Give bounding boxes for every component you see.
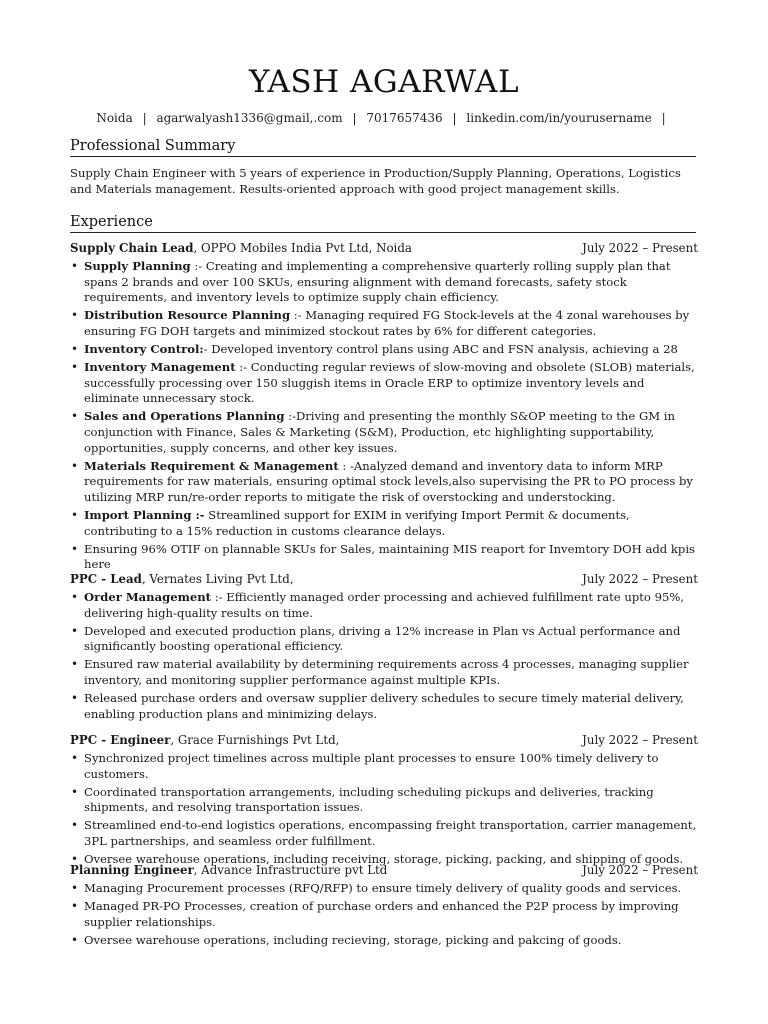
bullet-item (70, 751, 698, 782)
bullet-text: :- Conducting regular reviews of slow-moving and obsolete (SLOB) materials, successfully processing over 150 sluggish items in Oracle ERP to optimize inventory levels and eliminate unnecessary stock. (84, 360, 695, 406)
separator: | (661, 111, 666, 125)
candidate-name: YASH AGARWAL (248, 64, 520, 100)
bullet-label: Sales and Operations Planning (84, 409, 285, 424)
bullet-label: Import Planning :- (84, 507, 205, 522)
job-header (70, 732, 698, 748)
linkedin-link[interactable]: linkedin.com/in/yourusername (466, 111, 652, 125)
job-company: , Vernates Living Pvt Ltd, (141, 572, 294, 586)
bullet-item (70, 624, 698, 655)
job-header (70, 571, 698, 587)
bullet-item (70, 933, 698, 949)
bullet-text: :-Driving and presenting the monthly S&OP meeting to the GM in conjunction with Finance, Sales & Marketing (S&M), Production, etc highlighting supportability, opportunities, supply concerns, and other key issues. (84, 409, 675, 455)
bullet-text: Ensured raw material availability by determining requirements across 4 processes, managing supplier inventory, and monitoring supplier performance against multiple KPIs. (84, 657, 689, 687)
job-company: , OPPO Mobiles India Pvt Ltd, Noida (193, 241, 412, 255)
job-dates: July 2022 – Present (582, 863, 698, 877)
bullet-text: Streamlined support for EXIM in verifying Import Permit & documents, contributing to a 15% reduction in customs clearance delays. (84, 507, 630, 538)
bullet-item (70, 459, 698, 506)
bullet-text: Managing Procurement processes (RFQ/RFP) to ensure timely delivery of quality goods and services. (84, 881, 682, 895)
separator: | (352, 111, 357, 125)
job-company: , Grace Furnishings Pvt Ltd, (170, 733, 340, 747)
job-dates: July 2022 – Present (582, 572, 698, 586)
job-role: Supply Chain Lead (70, 241, 194, 255)
bullet-text: :- Efficiently managed order processing and achieved fulfillment rate upto 95%, delivering high-quality results on time. (84, 590, 685, 620)
bullet-item (70, 542, 698, 573)
bullet-text: - Developed inventory control plans using ABC and FSN analysis, achieving a 28 (203, 341, 678, 356)
summary-text: Supply Chain Engineer with 5 years of experience in Production/Supply Planning, Operations, Logistics and Materials management. Results-oriented approach with good project management skills. (70, 166, 681, 196)
bullet-text: : -Analyzed demand and inventory data to inform MRP requirements for raw materials, ensuring optimal stock levels,also supervising the PR to PO process by utilizing MRP run/re-order reports to mitigate the risk of overstocking and understocking. (84, 458, 693, 504)
bullet-text: Developed and executed production plans, driving a 12% increase in Plan vs Actual performance and significantly boosting operational efficiency. (84, 623, 681, 654)
bullet-text: Coordinated transportation arrangements, including scheduling pickups and deliveries, tracking shipments, and resolving transportation issues. (84, 784, 654, 815)
job-title-line (70, 732, 339, 748)
email-link[interactable]: agarwalyash1336@gmail,.com (156, 111, 343, 125)
job-bullets (70, 590, 698, 722)
bullet-text: Oversee warehouse operations, including recieving, storage, picking and pakcing of goods. (84, 932, 622, 947)
job-title-line (70, 571, 294, 587)
bullet-text: :- Managing required FG Stock-levels at the 4 zonal warehouses by ensuring FG DOH targets and minimized stockout rates by 6% for different categories. (84, 308, 690, 338)
bullet-item (70, 360, 698, 407)
bullet-label: Supply Planning (84, 259, 191, 273)
bullet-item (70, 308, 698, 339)
job-entry (70, 571, 698, 725)
phone-number: 7017657436 (366, 111, 443, 125)
bullet-item (70, 657, 698, 688)
bullet-item (70, 409, 698, 456)
bullet-item (70, 899, 698, 930)
summary-heading: Professional Summary (70, 138, 696, 157)
bullet-text: Streamlined end-to-end logistics operations, encompassing freight transportation, carrier management, 3PL partnerships, and seamless order fulfillment. (84, 818, 697, 848)
job-role: PPC - Lead (70, 572, 142, 586)
bullet-item (70, 785, 698, 816)
contact-line (0, 111, 768, 125)
bullet-item (70, 508, 698, 539)
bullet-label: Materials Requirement & Management (84, 458, 339, 473)
bullet-item (70, 691, 698, 722)
bullet-item (70, 818, 698, 849)
location: Noida (96, 111, 133, 125)
job-dates: July 2022 – Present (582, 241, 698, 255)
bullet-item (70, 590, 698, 621)
bullet-text: Ensuring 96% OTIF on plannable SKUs for Sales, maintaining MIS reaport for Invemtory DOH add kpis here (84, 541, 696, 572)
job-header (70, 240, 698, 256)
job-role: Planning Engineer (70, 863, 194, 877)
job-company: , Advance Infrastructure pvt Ltd (193, 863, 388, 877)
bullet-text: Synchronized project timelines across multiple plant processes to ensure 100% timely delivery to customers. (84, 751, 659, 781)
job-title-line (70, 862, 387, 878)
job-bullets (70, 881, 698, 948)
job-title-line (70, 240, 412, 256)
job-bullets (70, 751, 698, 868)
bullet-item (70, 342, 698, 358)
separator: | (452, 111, 457, 125)
bullet-label: Distribution Resource Planning (84, 308, 291, 323)
job-bullets (70, 259, 698, 573)
job-dates: July 2022 – Present (582, 733, 698, 747)
bullet-label: Order Management (84, 590, 212, 604)
separator: | (142, 111, 147, 125)
experience-heading: Experience (70, 214, 696, 233)
bullet-text: Released purchase orders and oversaw supplier delivery schedules to secure timely material delivery, enabling production plans and minimizing delays. (84, 691, 684, 721)
bullet-item (70, 259, 698, 306)
bullet-label: Inventory Control: (84, 341, 204, 356)
bullet-text: :- Creating and implementing a comprehensive quarterly rolling supply plan that spans 2 brands and over 100 SKUs, ensuring alignment with demand forecasts, safety stock requirements, and inventory levels to optimize supply chain efficiency. (84, 259, 671, 305)
job-entry (70, 862, 698, 951)
job-header (70, 862, 698, 878)
bullet-text: Managed PR-PO Processes, creation of purchase orders and enhanced the P2P process by improving supplier relationships. (84, 899, 679, 929)
bullet-item (70, 881, 698, 897)
bullet-label: Inventory Management (84, 360, 236, 375)
bullet-text: Oversee warehouse operations, including receiving, storage, picking, packing, and shipping of goods. (84, 852, 684, 867)
job-role: PPC - Engineer (70, 733, 171, 747)
job-entry (70, 732, 698, 870)
job-entry (70, 240, 698, 575)
